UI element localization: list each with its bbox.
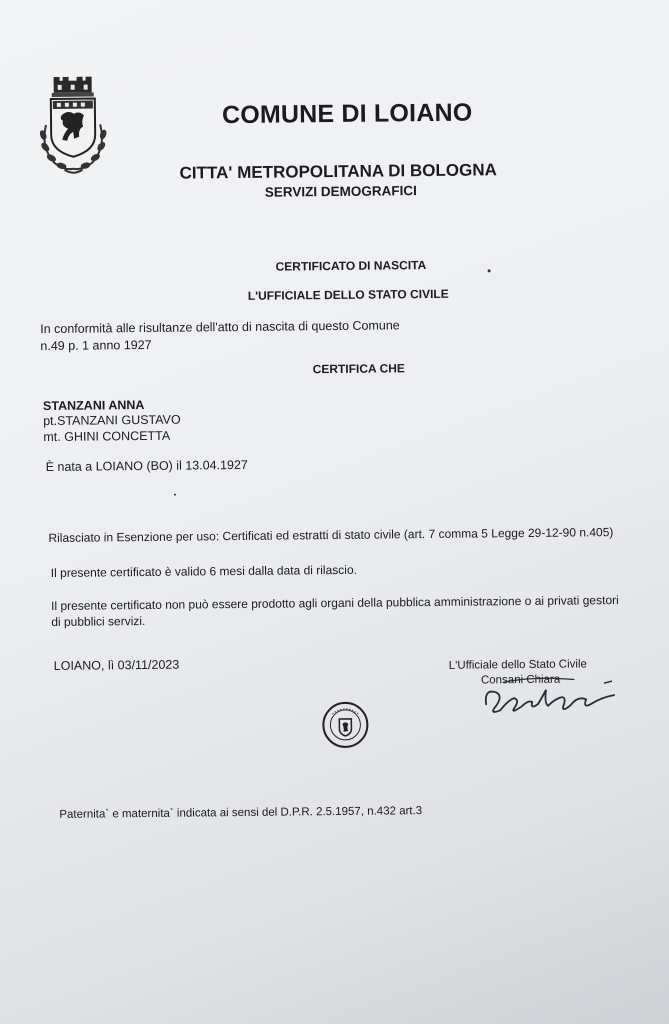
certificate-title: CERTIFICATO DI NASCITA — [275, 258, 427, 274]
municipality-title: COMUNE DI LOIANO — [221, 98, 473, 130]
father-name: pt.STANZANI GUSTAVO — [43, 412, 181, 429]
usage-restriction-line-1: Il presente certificato non può essere prodotto agli organi della pubblica amministrazione o ai privati gestori — [51, 593, 619, 613]
speck — [488, 269, 491, 272]
usage-restriction-line-2: di pubblici servizi. — [51, 613, 146, 629]
birth-statement: È nata a LOIANO (BO) il 13.04.1927 — [45, 457, 248, 475]
coat-of-arms-icon — [34, 76, 113, 181]
validity-note: Il presente certificato è valido 6 mesi dalla data di rilascio. — [50, 562, 357, 580]
parentage-footnote: Paternita` e maternita` indicata ai sensi del D.P.R. 2.5.1957, n.432 art.3 — [59, 805, 423, 821]
act-reference: n.49 p. 1 anno 1927 — [40, 337, 152, 354]
official-label: L'Ufficiale dello Stato Civile — [448, 658, 587, 672]
conformity-line: In conformità alle risultanze dell'atto di nascita di questo Comune — [40, 318, 400, 337]
department-name: SERVIZI DEMOGRAFICI — [264, 183, 417, 200]
signature-icon — [474, 669, 625, 721]
official-name: Consani Chiara — [480, 673, 561, 687]
certifica-heading: CERTIFICA CHE — [312, 361, 405, 377]
issuer-title: L'UFFICIALE DELLO STATO CIVILE — [247, 286, 449, 303]
exemption-note: Rilasciato in Esenzione per uso: Certificati ed estratti di stato civile (art. 7 comma 5 Legge 29-12-90 n.405) — [48, 525, 614, 546]
speck — [174, 494, 176, 496]
person-name: STANZANI ANNA — [42, 397, 145, 414]
metropolitan-city: CITTA' METROPOLITANA DI BOLOGNA — [179, 160, 497, 183]
official-stamp-icon — [320, 700, 371, 751]
mother-name: mt. GHINI CONCETTA — [43, 428, 171, 445]
place-and-date: LOIANO, lì 03/11/2023 — [53, 657, 180, 673]
